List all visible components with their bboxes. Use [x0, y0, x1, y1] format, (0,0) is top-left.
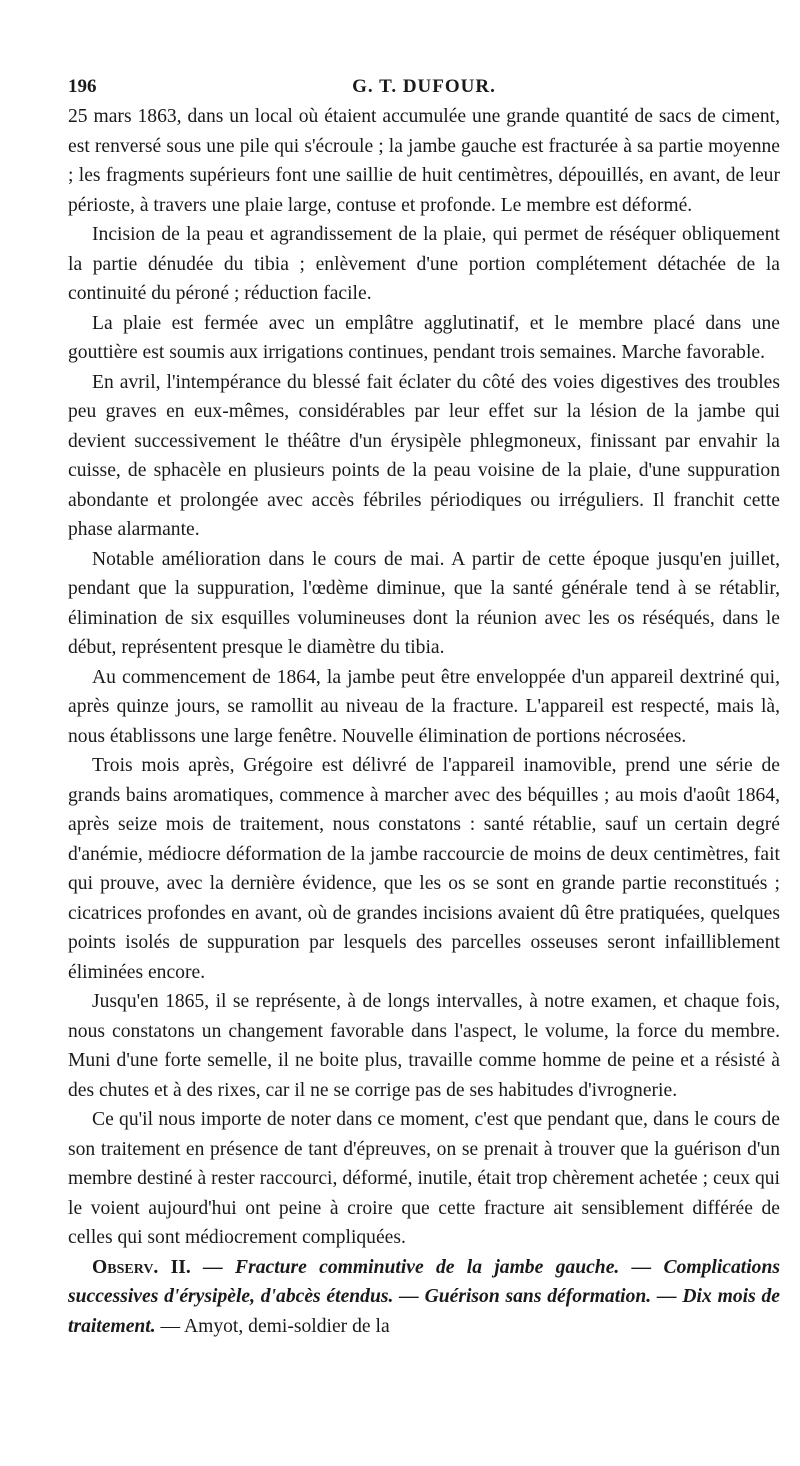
page-number: 196 — [68, 76, 97, 97]
running-head — [68, 72, 780, 102]
paragraph: Trois mois après, Grégoire est délivré de l'appareil inamovible, prend une série de grands bains aromatiques, commence à marcher avec des béquilles ; au mois d'août 1864, après seize mois de traitement, nous constatons : santé rétablie, sauf un certain degré d'anémie, médiocre déformation de la jambe raccourcie de moins de deux centimètres, fait qui prouve, avec la dernière évidence, que les os se sont en grande partie reconstitués ; cicatrices profondes en avant, où de grandes incisions avaient dû être pratiquées, quelques points isolés de suppuration par lesquels des parcelles osseuses seront infailliblement éliminées encore. — [68, 755, 780, 983]
paragraph: Au commencement de 1864, la jambe peut être enveloppée d'un appareil dextriné qui, après quinze jours, se ramollit au niveau de la fracture. L'appareil est respecté, mais là, nous établissons une large fenêtre. Nouvelle élimination de portions nécrosées. — [68, 666, 780, 747]
running-title: G. T. DUFOUR. — [352, 76, 496, 97]
paragraph: En avril, l'intempérance du blessé fait éclater du côté des voies digestives des troubles peu graves en eux-mêmes, considérables par leur effet sur la lésion de la jambe qui devient successivement le théâtre d'un érysipèle phlegmoneux, finissant par envahir la cuisse, de sphacèle en plusieurs points de la peau voisine de la plaie, d'une suppuration abondante et prolongée avec accès fébriles périodiques ou irréguliers. Il franchit cette phase alarmante. — [68, 371, 780, 540]
paragraph: 25 mars 1863, dans un local où étaient accumulée une grande quantité de sacs de ciment, est renversé sous une pile qui s'écroule ; la jambe gauche est fracturée à sa partie moyenne ; les fragments supérieurs font une saillie de huit centimètres, dépouillés, en avant, de leur périoste, à travers une plaie large, contuse et profonde. Le membre est déformé. — [68, 106, 780, 216]
observation-tail: — Amyot, demi-soldier de la — [155, 1315, 390, 1337]
observation-heading — [68, 1253, 780, 1342]
paragraph: Ce qu'il nous importe de noter dans ce moment, c'est que pendant que, dans le cours de son traitement en présence de tant d'épreuves, on se prenait à trouver que la guérison d'un membre destiné à rester raccourci, déformé, inutile, était trop chèrement achetée ; ceux qui le voient aujourd'hui ont peine à croire que cette fracture ait sensiblement différée de celles qui sont médiocrement compliquées. — [68, 1109, 780, 1248]
page — [68, 72, 780, 1341]
paragraph: La plaie est fermée avec un emplâtre agglutinatif, et le membre placé dans une gouttière est soumis aux irrigations continues, pendant trois semaines. Marche favorable. — [68, 312, 780, 363]
paragraph: Incision de la peau et agrandissement de la plaie, qui permet de réséquer obliquement la partie dénudée du tibia ; enlèvement d'une portion complétement détachée de la continuité du péroné ; réduction facile. — [68, 224, 780, 304]
body-text — [68, 102, 780, 1341]
paragraph: Jusqu'en 1865, il se représente, à de longs intervalles, à notre examen, et chaque fois, nous constatons un changement favorable dans l'aspect, le volume, la force du membre. Muni d'une forte semelle, il ne boite plus, travaille comme homme de peine et a résisté à des chutes et à des rixes, car il ne se corrige pas de ses habitudes d'ivrognerie. — [68, 991, 780, 1101]
observation-label: Observ. II. — [92, 1256, 191, 1278]
observation-title: — Fracture comminutive de la jambe gauche. — Complications successives d'érysipèle, d'abcès étendus. — Guérison sans déformation. — Dix mois de traitement. — [68, 1256, 780, 1337]
paragraph: Notable amélioration dans le cours de mai. A partir de cette époque jusqu'en juillet, pendant que la suppuration, l'œdème diminue, que la santé générale tend à se rétablir, élimination de six esquilles volumineuses dont la réunion avec les os réséqués, dans le début, représentent presque le diamètre du tibia. — [68, 548, 780, 658]
